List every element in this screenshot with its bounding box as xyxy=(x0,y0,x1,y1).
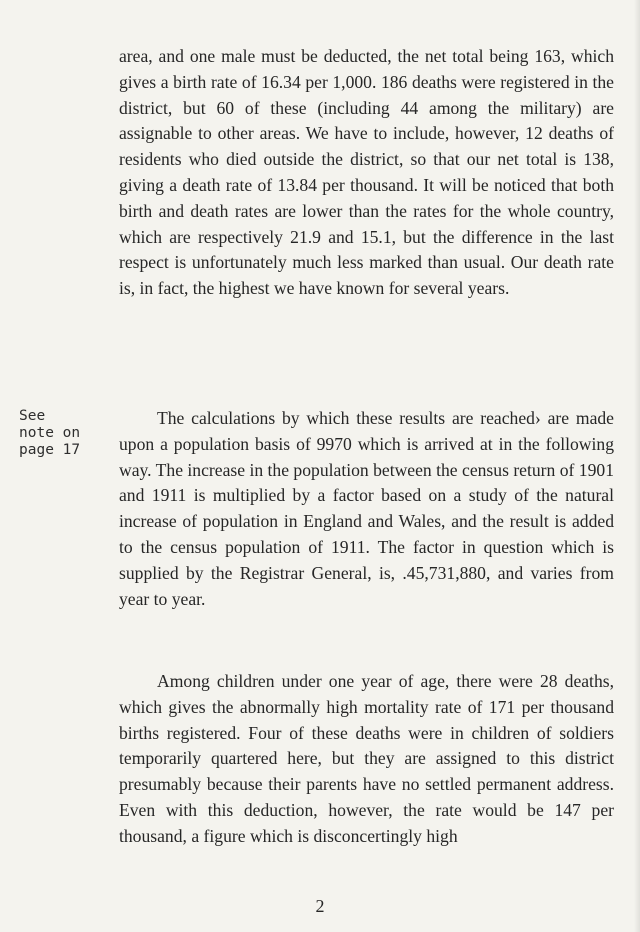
page-number: 2 xyxy=(315,896,325,916)
paragraph-infant-mortality: Among children under one year of age, there were 28 deaths, which gives the abnormally high mortality rate of 171 per thousand births registered. Four of these deaths were in children of soldiers temporarily quartered here, but they are assigned to this district presumably because their parents have no settled permanent address. Even with this deduction, however, the rate would be 147 per thousand, a figure which is disconcertingly high xyxy=(119,671,614,846)
margin-note xyxy=(19,408,99,459)
paragraph-population-basis: The calculations by which these results are reached› are made upon a population basis of 9970 which is arrived at in the following way. The increase in the population between the census return of 1901 and 1911 is multiplied by a factor based on a study of the natural increase of population in England and Wales, and the result is added to the census population of 1911. The factor in question which is supplied by the Registrar General, is, .45,731,880, and varies from year to year. xyxy=(119,408,614,609)
margin-note-line-3: page 17 xyxy=(19,442,81,458)
page-edge-shadow xyxy=(634,0,640,932)
margin-note-line-1: See xyxy=(19,408,46,424)
margin-note-line-2: note on xyxy=(19,425,81,441)
paragraph-birth-death-rates: area, and one male must be deducted, the net total being 163, which gives a birth rate of 16.34 per 1,000. 186 deaths were registered in the district, but 60 of these (including 44 among the military) are assignable to other areas. We have to include, however, 12 deaths of residents who died outside the district, so that our net total is 138, giving a death rate of 13.84 per thousand. It will be noticed that both birth and death rates are lower than the rates for the whole country, which are respectively 21.9 and 15.1, but the difference in the last respect is unfortunately much less marked than usual. Our death rate is, in fact, the highest we have known for several years. xyxy=(119,46,614,299)
